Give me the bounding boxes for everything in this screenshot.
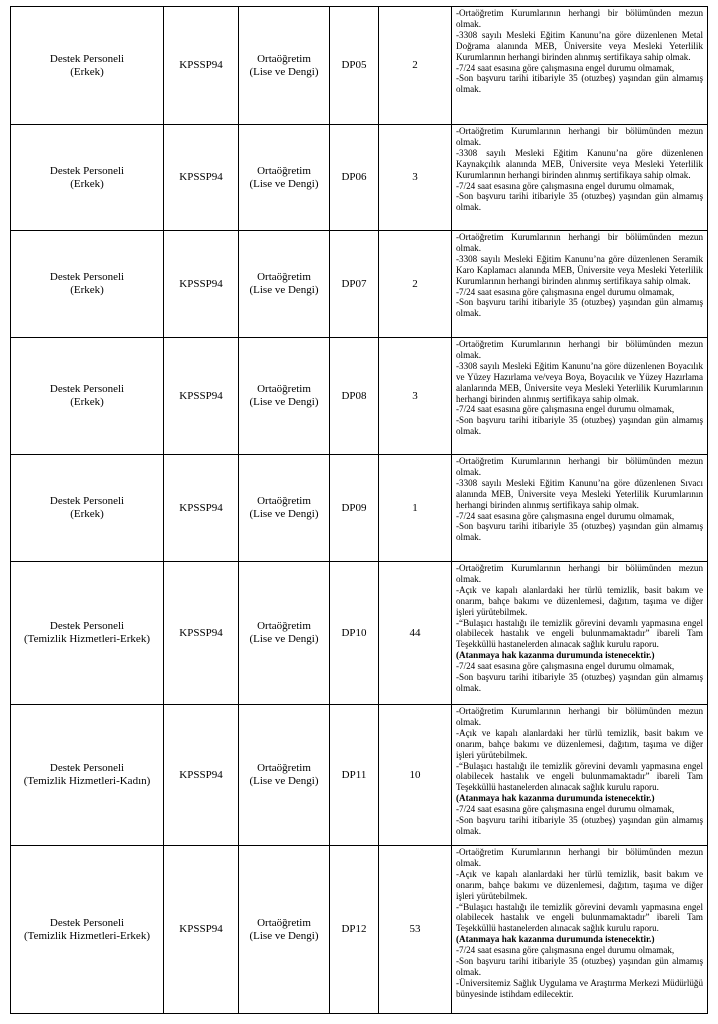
table-row: [11, 7, 708, 125]
requirements-cell: [452, 125, 708, 231]
position-count-cell: 10: [379, 705, 452, 846]
position-subtitle: (Temizlik Hizmetleri-Erkek): [24, 633, 150, 645]
education-detail: (Lise ve Dengi): [249, 633, 319, 645]
position-code-cell: DP06: [330, 125, 379, 231]
requirement-line: -“Bulaşıcı hastalığı ile temizlik görevini devamlı yapmasına engel olabilecek hastalık ve engeli bulunmamaktadır” ibareli Tam Teşekküllü hastanelerden alınacak sağlık kurulu raporu.: [456, 617, 703, 650]
table-row: [11, 125, 708, 231]
table-row: [11, 846, 708, 1014]
requirement-line: -7/24 saat esasına göre çalışmasına engel durumu olmamak,: [456, 286, 675, 297]
requirements-cell: [452, 338, 708, 455]
exam-type-cell: KPSSP94: [164, 562, 239, 705]
requirement-line: -Son başvuru tarihi itibariyle 35 (otuzbeş) yaşından gün almamış olmak.: [456, 191, 703, 213]
position-subtitle: (Erkek): [70, 396, 104, 408]
position-subtitle: (Erkek): [70, 284, 104, 296]
requirements-cell: [452, 231, 708, 338]
requirement-line: -7/24 saat esasına göre çalışmasına engel durumu olmamak,: [456, 945, 675, 956]
education-cell: [239, 846, 330, 1014]
requirement-line: -Ortaöğretim Kurumlarının herhangi bir bölümünden mezun olmak.: [456, 706, 703, 727]
education-detail: (Lise ve Dengi): [249, 65, 319, 78]
requirement-line: -7/24 saat esasına göre çalışmasına engel durumu olmamak,: [456, 804, 675, 815]
requirements-cell: [452, 846, 708, 1014]
position-title: Destek Personeli: [49, 164, 125, 177]
exam-type-cell: KPSSP94: [164, 455, 239, 562]
position-count-cell: 1: [379, 455, 452, 562]
education-level: Ortaöğretim: [257, 52, 311, 65]
requirement-line: -3308 sayılı Mesleki Eğitim Kanunu’na göre düzenlenen Boyacılık ve Yüzey Hazırlama ve/veya Boya, Boyacılık ve Yüzey Hazırlama alanlarında MEB, Üniversite veya Mesleki Yeterlilik Kurumlarının herhangi birinden alınmış sertifikaya sahip olmak.: [456, 360, 703, 404]
requirements-cell: [452, 705, 708, 846]
position-subtitle: (Erkek): [70, 65, 104, 78]
position-code-cell: DP05: [330, 7, 379, 125]
requirement-line: -3308 sayılı Mesleki Eğitim Kanunu’na göre düzenlenen Seramik Karo Kaplamacı alanında MEB, Üniversite veya Mesleki Yeterlilik Kurumlarının herhangi birinden alınmış sertifikaya sahip olmak.: [456, 253, 703, 286]
position-count-cell: 3: [379, 338, 452, 455]
education-cell: [239, 562, 330, 705]
exam-type-cell: KPSSP94: [164, 231, 239, 338]
exam-type-cell: KPSSP94: [164, 338, 239, 455]
requirement-line: -“Bulaşıcı hastalığı ile temizlik görevini devamlı yapmasına engel olabilecek hastalık ve engeli bulunmamaktadır” ibareli Tam Teşekküllü hastanelerden alınacak sağlık kurulu raporu.: [456, 901, 703, 934]
requirement-line: -7/24 saat esasına göre çalışmasına engel durumu olmamak,: [456, 62, 675, 73]
requirement-line: -Açık ve kapalı alanlardaki her türlü temizlik, basit bakım ve onarım, bahçe bakımı ve düzenlemesi, dağıtım, taşıma ve diğer işleri yürütebilmek.: [456, 868, 703, 901]
requirement-line: -Ortaöğretim Kurumlarının herhangi bir bölümünden mezun olmak.: [456, 126, 703, 147]
education-cell: [239, 231, 330, 338]
requirement-line: -Ortaöğretim Kurumlarının herhangi bir bölümünden mezun olmak.: [456, 339, 703, 360]
position-subtitle: (Temizlik Hizmetleri-Kadın): [23, 775, 151, 787]
requirement-line: -Son başvuru tarihi itibariyle 35 (otuzbeş) yaşından gün almamış olmak.: [456, 672, 703, 693]
table-row: [11, 562, 708, 705]
position-title-cell: [11, 231, 164, 338]
position-count-cell: 44: [379, 562, 452, 705]
position-code-cell: DP07: [330, 231, 379, 338]
position-code-cell: DP11: [330, 705, 379, 846]
position-title-cell: [11, 846, 164, 1014]
position-count-cell: 3: [379, 125, 452, 231]
requirement-line: -Açık ve kapalı alanlardaki her türlü temizlik, basit bakım ve onarım, bahçe bakımı ve düzenlemesi, dağıtım, taşıma ve diğer işleri yürütebilmek.: [456, 727, 703, 760]
education-cell: [239, 338, 330, 455]
requirement-line: -Ortaöğretim Kurumlarının herhangi bir bölümünden mezun olmak.: [456, 232, 703, 253]
requirement-line: -7/24 saat esasına göre çalışmasına engel durumu olmamak,: [456, 661, 675, 672]
requirements-cell: [452, 562, 708, 705]
position-title: Destek Personeli: [49, 383, 125, 396]
education-level: Ortaöğretim: [257, 620, 311, 633]
education-level: Ortaöğretim: [257, 164, 311, 177]
positions-table: [10, 6, 708, 1014]
education-cell: [239, 705, 330, 846]
requirement-line: -Açık ve kapalı alanlardaki her türlü temizlik, basit bakım ve onarım, bahçe bakımı ve düzenlemesi, dağıtım, taşıma ve diğer işleri yürütebilmek.: [456, 584, 703, 617]
education-detail: (Lise ve Dengi): [249, 396, 319, 408]
education-detail: (Lise ve Dengi): [249, 177, 319, 190]
requirement-line: -7/24 saat esasına göre çalışmasına engel durumu olmamak,: [456, 404, 675, 415]
education-level: Ortaöğretim: [257, 495, 311, 508]
position-count-cell: 2: [379, 231, 452, 338]
position-title: Destek Personeli: [49, 762, 125, 775]
education-cell: [239, 125, 330, 231]
requirement-line: -Son başvuru tarihi itibariyle 35 (otuzbeş) yaşından gün almamış olmak.: [456, 415, 703, 437]
table-row: [11, 338, 708, 455]
position-title-cell: [11, 125, 164, 231]
position-title: Destek Personeli: [49, 620, 125, 633]
education-cell: [239, 455, 330, 562]
position-title: Destek Personeli: [49, 52, 125, 65]
position-title-cell: [11, 338, 164, 455]
education-detail: (Lise ve Dengi): [249, 775, 319, 787]
requirement-line: -Ortaöğretim Kurumlarının herhangi bir bölümünden mezun olmak.: [456, 456, 703, 477]
position-title-cell: [11, 7, 164, 125]
position-count-cell: 53: [379, 846, 452, 1014]
exam-type-cell: KPSSP94: [164, 705, 239, 846]
education-level: Ortaöğretim: [257, 916, 311, 929]
requirement-note: (Atanmaya hak kazanma durumunda istenecektir.): [456, 934, 655, 945]
requirement-line: -3308 sayılı Mesleki Eğitim Kanunu’na göre düzenlenen Kaynakçılık alanında MEB, Üniversite veya Mesleki Yeterlilik Kurumlarının herhangi birinden alınmış sertifikaya sahip olmak.: [456, 147, 703, 180]
requirement-line: -Son başvuru tarihi itibariyle 35 (otuzbeş) yaşından gün almamış olmak.: [456, 815, 703, 836]
requirement-line: -Üniversitemiz Sağlık Uygulama ve Araştırma Merkezi Müdürlüğü bünyesinde istihdam edilecektir.: [456, 977, 703, 999]
position-title-cell: [11, 705, 164, 846]
position-title-cell: [11, 455, 164, 562]
requirement-line: -Son başvuru tarihi itibariyle 35 (otuzbeş) yaşından gün almamış olmak.: [456, 956, 703, 977]
table-row: [11, 231, 708, 338]
position-title: Destek Personeli: [49, 916, 125, 929]
position-code-cell: DP08: [330, 338, 379, 455]
position-title: Destek Personeli: [49, 271, 125, 284]
requirement-line: -7/24 saat esasına göre çalışmasına engel durumu olmamak,: [456, 510, 675, 521]
requirement-line: -Ortaöğretim Kurumlarının herhangi bir bölümünden mezun olmak.: [456, 8, 703, 29]
position-code-cell: DP09: [330, 455, 379, 562]
education-level: Ortaöğretim: [257, 271, 311, 284]
exam-type-cell: KPSSP94: [164, 7, 239, 125]
position-code-cell: DP10: [330, 562, 379, 705]
table-row: [11, 455, 708, 562]
education-detail: (Lise ve Dengi): [249, 929, 319, 942]
education-cell: [239, 7, 330, 125]
requirements-cell: [452, 455, 708, 562]
position-subtitle: (Erkek): [70, 508, 104, 520]
requirement-line: -7/24 saat esasına göre çalışmasına engel durumu olmamak,: [456, 180, 675, 191]
position-subtitle: (Temizlik Hizmetleri-Erkek): [24, 929, 150, 942]
exam-type-cell: KPSSP94: [164, 125, 239, 231]
requirement-line: -Ortaöğretim Kurumlarının herhangi bir bölümünden mezun olmak.: [456, 847, 703, 868]
education-detail: (Lise ve Dengi): [249, 508, 319, 520]
requirement-line: -3308 sayılı Mesleki Eğitim Kanunu’na göre düzenlenen Metal Doğrama alanında MEB, Üniversite veya Mesleki Yeterlilik Kurumlarının herhangi birinden alınmış sertifikaya sahip olmak.: [456, 29, 703, 62]
requirement-note: (Atanmaya hak kazanma durumunda istenecektir.): [456, 650, 655, 661]
education-level: Ortaöğretim: [257, 383, 311, 396]
requirement-note: (Atanmaya hak kazanma durumunda istenecektir.): [456, 793, 655, 804]
exam-type-cell: KPSSP94: [164, 846, 239, 1014]
requirement-line: -“Bulaşıcı hastalığı ile temizlik görevini devamlı yapmasına engel olabilecek hastalık ve engeli bulunmamaktadır” ibareli Tam Teşekküllü hastanelerden alınacak sağlık kurulu raporu.: [456, 760, 703, 793]
requirement-line: -Son başvuru tarihi itibariyle 35 (otuzbeş) yaşından gün almamış olmak.: [456, 73, 703, 95]
education-level: Ortaöğretim: [257, 762, 311, 775]
position-count-cell: 2: [379, 7, 452, 125]
requirement-line: -3308 sayılı Mesleki Eğitim Kanunu’na göre düzenlenen Sıvacı alanında MEB, Üniversite veya Mesleki Yeterlilik Kurumlarının herhangi birinden alınmış sertifikaya sahip olmak.: [456, 477, 703, 510]
education-detail: (Lise ve Dengi): [249, 284, 319, 296]
position-subtitle: (Erkek): [70, 177, 104, 190]
requirements-cell: [452, 7, 708, 125]
requirement-line: -Son başvuru tarihi itibariyle 35 (otuzbeş) yaşından gün almamış olmak.: [456, 521, 703, 543]
table-row: [11, 705, 708, 846]
position-title: Destek Personeli: [49, 495, 125, 508]
requirement-line: -Ortaöğretim Kurumlarının herhangi bir bölümünden mezun olmak.: [456, 563, 703, 584]
position-title-cell: [11, 562, 164, 705]
position-code-cell: DP12: [330, 846, 379, 1014]
requirement-line: -Son başvuru tarihi itibariyle 35 (otuzbeş) yaşından gün almamış olmak.: [456, 297, 703, 319]
